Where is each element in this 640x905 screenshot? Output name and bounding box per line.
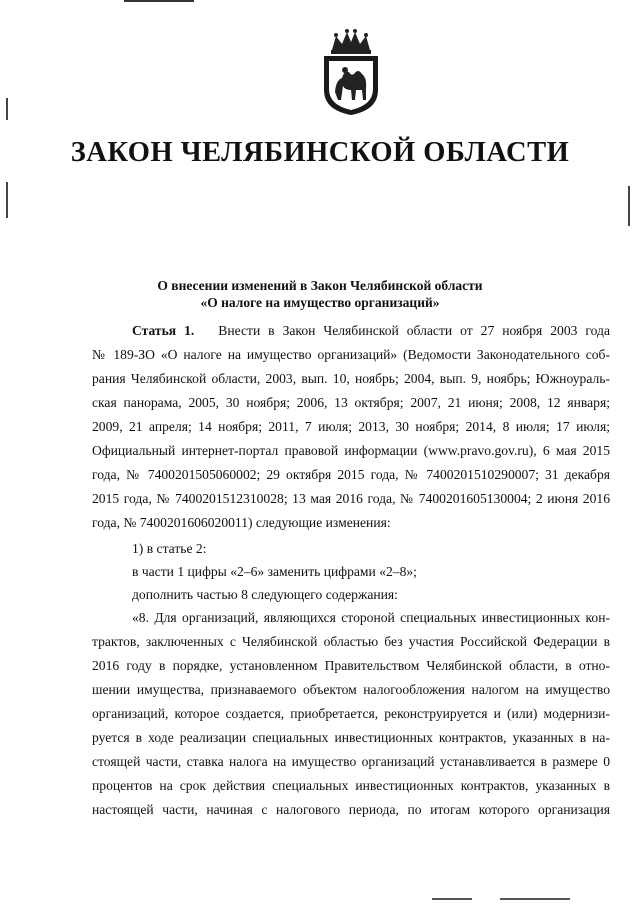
body-line: «8. Для организаций, являющихся стороной специальных инвестиционных кон-	[132, 610, 610, 625]
body-line: 2009, 21 апреля; 14 ноября; 2011, 7 июля; 2013, 30 ноября; 2014, 8 июля; 17 июля;	[92, 419, 610, 434]
scan-mark	[500, 898, 570, 900]
article-first-line	[132, 320, 610, 342]
body-line: 2016 году в порядке, установленном Правительством Челябинской области, в отно-	[92, 658, 610, 673]
body-line: шении имущества, признаваемого объектом налогообложения налогом на имущество	[92, 682, 610, 697]
body-line: настоящей части, начиная с налогового периода, по итогам которого организация	[92, 802, 610, 817]
body-line: рания Челябинской области, 2003, вып. 10, ноябрь; 2004, вып. 9, ноябрь; Южноураль-	[92, 371, 610, 386]
scan-mark	[432, 898, 472, 900]
body-line: года, № 7400201606020011) следующие изменения:	[92, 515, 391, 530]
body-text: Внести в Закон Челябинской области от 27 ноября 2003 года	[218, 323, 610, 338]
scan-mark	[6, 182, 8, 218]
body-line: 1) в статье 2:	[132, 541, 207, 556]
body-line: процентов на срок действия специальных инвестиционных контрактов, указанных в	[92, 778, 610, 793]
crest-icon	[318, 28, 384, 116]
law-subtitle: О внесении изменений в Закон Челябинской области	[157, 278, 483, 293]
law-subtitle: «О налоге на имущество организаций»	[200, 295, 440, 310]
page-title: ЗАКОН ЧЕЛЯБИНСКОЙ ОБЛАСТИ	[70, 137, 570, 168]
body-line: Официальный интернет-портал правовой информации (www.pravo.gov.ru), 6 мая 2015	[92, 443, 610, 458]
body-line: года, № 7400201505060002; 29 октября 2015 года, № 7400201510290007; 31 декабря	[92, 467, 610, 482]
body-line: дополнить частью 8 следующего содержания:	[132, 587, 398, 602]
scan-mark	[6, 98, 8, 120]
body-line: руется в ходе реализации специальных инвестиционных контрактов, указанных в на-	[92, 730, 610, 745]
body-line: организаций, которое создается, приобретается, реконструируется и (или) модернизи-	[92, 706, 610, 721]
body-line: ская панорама, 2005, 30 ноября; 2006, 13 октября; 2007, 21 июня; 2008, 12 января;	[92, 395, 610, 410]
body-line: в части 1 цифры «2–6» заменить цифрами «2–8»;	[132, 564, 417, 579]
article-label: Статья 1.	[132, 323, 195, 338]
scan-mark	[124, 0, 194, 2]
body-line: № 189-ЗО «О налоге на имущество организаций» (Ведомости Законодательного соб-	[92, 347, 610, 362]
body-line: 2015 года, № 7400201512310028; 13 мая 2016 года, № 7400201605130004; 2 июня 2016	[92, 491, 610, 506]
body-line: трактов, заключенных с Челябинской областью без участия Российской Федерации в	[92, 634, 610, 649]
body-line: стоящей части, ставка налога на имущество организаций устанавливается в размере 0	[92, 754, 610, 769]
scan-mark	[628, 186, 630, 226]
